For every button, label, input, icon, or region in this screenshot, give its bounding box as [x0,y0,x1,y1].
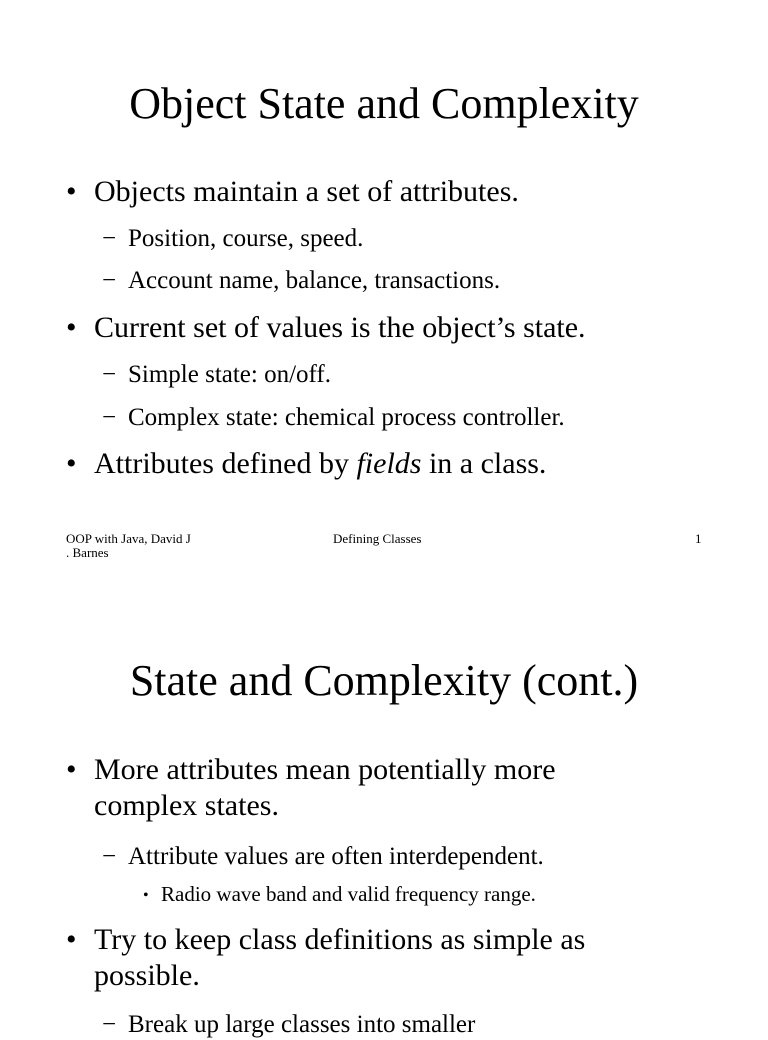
slide-1-title: Object State and Complexity [129,79,639,128]
subsubbullet-text: Radio wave band and valid frequency range. [161,882,536,906]
bullet-text: More attributes mean potentially more complex states. [94,753,556,822]
subbullet-text: Break up large classes into smaller [128,1011,476,1038]
footer-page-number: 1 [695,531,702,546]
bullet-marker: • [66,753,77,786]
subbullet-text: Attribute values are often interdependent. [128,843,544,870]
bullet-marker: • [66,311,77,344]
dash-marker: − [102,225,117,252]
dash-marker: − [102,361,117,388]
dash-marker: − [102,1011,117,1038]
subbullet-text: Account name, balance, transactions. [128,267,501,294]
dash-marker: − [102,404,117,431]
subbullet-text: Simple state: on/off. [128,361,331,388]
bullet-marker: • [66,923,77,956]
bullet-marker: • [66,175,77,208]
footer-author: OOP with Java, David J . Barnes [66,531,191,560]
subbullet-text: Complex state: chemical process controller. [128,404,565,431]
bullet-text: Objects maintain a set of attributes. [94,175,519,208]
bullet-text: Attributes defined by fields in a class. [94,447,547,480]
bullet-text: Current set of values is the object’s state. [94,311,586,344]
dash-marker: − [102,267,117,294]
bullet-marker: • [143,887,149,904]
slide-2 [0,580,768,1038]
footer-topic: Defining Classes [333,531,422,546]
bullet-text: Try to keep class definitions as simple as possible. [94,923,586,992]
subbullet-text: Position, course, speed. [128,225,364,252]
emphasis-fields: fields [356,447,422,480]
slide-2-title: State and Complexity (cont.) [129,656,639,705]
dash-marker: − [102,843,117,870]
bullet-marker: • [66,447,77,480]
